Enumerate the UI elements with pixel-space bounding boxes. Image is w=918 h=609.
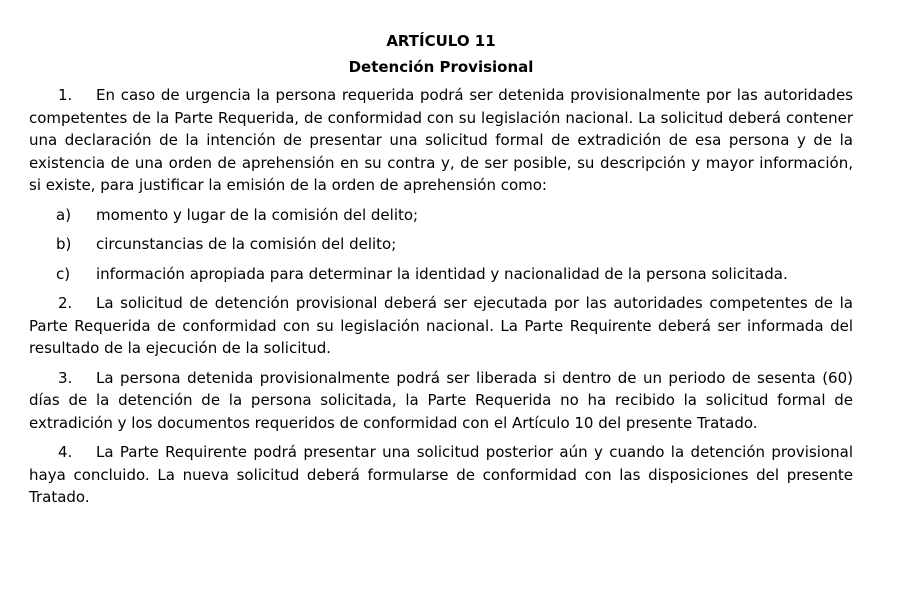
paragraph-4 bbox=[29, 441, 853, 509]
list-item-text: información apropiada para determinar la identidad y nacionalidad de la persona solicitada. bbox=[96, 264, 788, 283]
list-item bbox=[29, 204, 853, 227]
list-item bbox=[29, 233, 853, 256]
condition-list bbox=[29, 204, 853, 286]
paragraph-1 bbox=[29, 84, 853, 197]
paragraph-text: En caso de urgencia la persona requerida podrá ser detenida provisionalmente por las autoridades competentes de la Parte Requerida, de conformidad con su legislación nacional. La solicitud deberá contener una declaración de la intención de presentar una solicitud formal de extradición de esa persona y de la existencia de una orden de aprehensión en su contra y, de ser posible, su descripción y mayor información, si existe, para justificar la emisión de la orden de aprehensión como: bbox=[29, 86, 853, 194]
paragraph-text: La persona detenida provisionalmente podrá ser liberada si dentro de un periodo de sesenta (60) días de la detención de la persona solicitada, la Parte Requerida no ha recibido la solicitud formal de extradición y los documentos requeridos de conformidad con el Artículo 10 del presente Tratado. bbox=[29, 368, 853, 432]
list-item-text: momento y lugar de la comisión del delito; bbox=[96, 205, 419, 224]
list-marker: c) bbox=[56, 264, 71, 283]
article-title: ARTÍCULO 11 bbox=[386, 32, 496, 50]
paragraph-number: 1. bbox=[58, 86, 73, 104]
paragraph-number: 2. bbox=[58, 294, 73, 312]
document-page bbox=[29, 30, 853, 516]
paragraph-2 bbox=[29, 292, 853, 360]
paragraph-text: La Parte Requirente podrá presentar una solicitud posterior aún y cuando la detención provisional haya concluido. La nueva solicitud deberá formularse de conformidad con las disposiciones del presente Tratado. bbox=[29, 443, 853, 506]
list-marker: b) bbox=[56, 235, 72, 253]
article-subtitle: Detención Provisional bbox=[348, 58, 534, 76]
paragraph-number: 3. bbox=[58, 368, 73, 387]
list-item bbox=[29, 263, 853, 286]
paragraph-text: La solicitud de detención provisional deberá ser ejecutada por las autoridades competentes de la Parte Requerida de conformidad con su legislación nacional. La Parte Requirente deberá ser informada del resultado de la ejecución de la solicitud. bbox=[29, 294, 853, 357]
list-item-text: circunstancias de la comisión del delito; bbox=[96, 235, 397, 253]
list-marker: a) bbox=[56, 205, 72, 224]
paragraph-number: 4. bbox=[58, 443, 73, 461]
paragraph-3 bbox=[29, 367, 853, 435]
